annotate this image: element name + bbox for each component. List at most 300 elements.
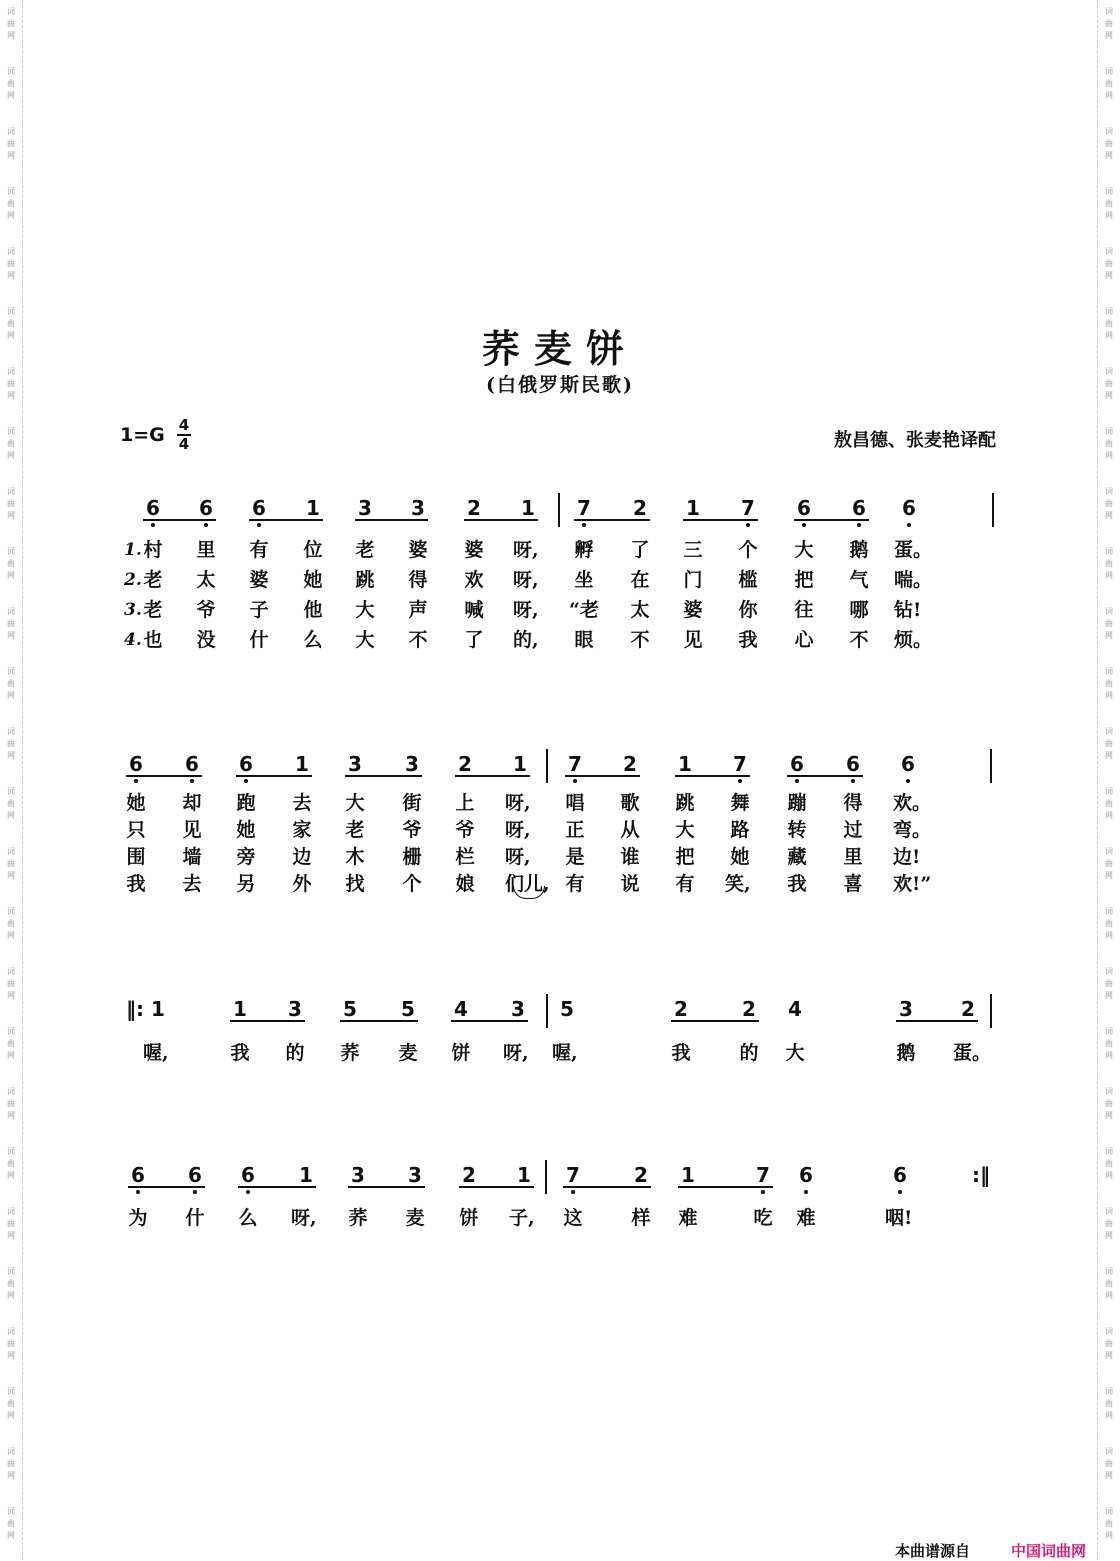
watermark-text xyxy=(1098,780,1120,840)
watermark-char: 网 xyxy=(1105,391,1113,400)
watermark-char: 网 xyxy=(1105,331,1113,340)
watermark-char: 曲 xyxy=(7,1039,15,1048)
watermark-char: 词 xyxy=(1105,1447,1113,1456)
underline-beam xyxy=(143,519,216,521)
watermark-text xyxy=(1098,540,1120,600)
watermark-text xyxy=(1098,1320,1120,1380)
watermark-char: 曲 xyxy=(1105,919,1113,928)
lyric-syllable: 木 xyxy=(345,846,365,868)
lyric-syllable: 我 xyxy=(738,629,758,651)
note: 6 xyxy=(131,1163,145,1187)
bar-line xyxy=(990,749,992,783)
lyric-syllable: 什 xyxy=(249,629,269,651)
watermark-char: 词 xyxy=(7,67,15,76)
underline-beam xyxy=(348,1186,425,1188)
note: 7 xyxy=(733,752,747,776)
lyric-syllable: 的, xyxy=(513,629,539,651)
watermark-char: 网 xyxy=(1105,1111,1113,1120)
watermark-text xyxy=(0,120,22,180)
note: 3 xyxy=(288,997,302,1021)
watermark-char: 网 xyxy=(1105,1351,1113,1360)
lyric-syllable: 的 xyxy=(285,1042,305,1064)
note: 6 xyxy=(852,496,866,520)
lyric-syllable: 墙 xyxy=(182,846,202,868)
note: 6 xyxy=(797,496,811,520)
watermark-char: 词 xyxy=(7,307,15,316)
lyric-syllable: 舞 xyxy=(730,792,750,814)
key-signature: 1=G xyxy=(120,424,165,446)
watermark-char: 曲 xyxy=(7,1159,15,1168)
lyric-syllable: 村 xyxy=(143,539,163,561)
watermark-text xyxy=(0,60,22,120)
watermark-char: 曲 xyxy=(1105,739,1113,748)
watermark-char: 网 xyxy=(7,1411,15,1420)
note: 3 xyxy=(411,496,425,520)
watermark-char: 曲 xyxy=(1105,859,1113,868)
watermark-char: 曲 xyxy=(7,199,15,208)
lyric-syllable: 欢 xyxy=(464,569,484,591)
watermark-char: 曲 xyxy=(1105,1039,1113,1048)
octave-dot xyxy=(246,1190,250,1194)
watermark-char: 曲 xyxy=(1105,979,1113,988)
underline-beam xyxy=(563,1186,651,1188)
watermark-char: 曲 xyxy=(1105,619,1113,628)
watermark-char: 词 xyxy=(1105,1507,1113,1516)
lyric-syllable: 荞 xyxy=(340,1042,360,1064)
watermark-char: 曲 xyxy=(1105,1159,1113,1168)
lyric-syllable: 太 xyxy=(630,599,650,621)
lyric-syllable: 么 xyxy=(303,629,323,651)
watermark-char: 网 xyxy=(7,751,15,760)
left-watermark-strip xyxy=(0,0,23,1560)
watermark-char: 网 xyxy=(7,31,15,40)
note: 3 xyxy=(899,997,913,1021)
lyric-syllable: 正 xyxy=(565,819,585,841)
lyric-syllable: 声 xyxy=(408,599,428,621)
underline-beam xyxy=(345,775,422,777)
underline-beam xyxy=(236,775,312,777)
lyric-syllable: 太 xyxy=(196,569,216,591)
watermark-char: 词 xyxy=(1105,727,1113,736)
lyric-syllable: 婆 xyxy=(464,539,484,561)
note: 7 xyxy=(568,752,582,776)
verse-number: 1. xyxy=(124,540,142,560)
watermark-char: 词 xyxy=(7,547,15,556)
watermark-char: 曲 xyxy=(1105,679,1113,688)
note: 7 xyxy=(741,496,755,520)
lyric-syllable: 欢。 xyxy=(893,792,932,814)
bar-line xyxy=(545,1160,547,1194)
note: 7 xyxy=(577,496,591,520)
octave-dot xyxy=(898,1190,902,1194)
footer-site-link[interactable]: 中国词曲网 xyxy=(1010,1542,1086,1560)
octave-dot xyxy=(190,779,194,783)
watermark-char: 网 xyxy=(1105,1471,1113,1480)
lyric-syllable: 不 xyxy=(849,629,869,651)
note: 5 xyxy=(560,997,574,1021)
lyric-syllable: 她 xyxy=(236,819,256,841)
repeat-start-sign: ‖: xyxy=(126,997,144,1021)
watermark-text xyxy=(0,1080,22,1140)
note: 6 xyxy=(241,1163,255,1187)
lyric-syllable: 喔, xyxy=(552,1042,578,1064)
watermark-char: 网 xyxy=(1105,631,1113,640)
watermark-char: 网 xyxy=(7,1471,15,1480)
lyric-syllable: 我 xyxy=(230,1042,250,1064)
lyric-syllable: 见 xyxy=(683,629,703,651)
verse-number: 2. xyxy=(124,570,142,590)
watermark-char: 网 xyxy=(1105,751,1113,760)
note: 6 xyxy=(199,496,213,520)
note: 2 xyxy=(467,496,481,520)
note: 1 xyxy=(306,496,320,520)
watermark-char: 曲 xyxy=(7,859,15,868)
lyric-syllable: 孵 xyxy=(574,539,594,561)
lyric-syllable: 这 xyxy=(563,1207,583,1229)
lyric-syllable: 转 xyxy=(787,819,807,841)
watermark-char: 网 xyxy=(1105,31,1113,40)
lyric-syllable: 只 xyxy=(126,819,146,841)
note: 4 xyxy=(454,997,468,1021)
note: 2 xyxy=(742,997,756,1021)
watermark-char: 词 xyxy=(7,967,15,976)
watermark-char: 网 xyxy=(7,1291,15,1300)
lyric-syllable: 娘 xyxy=(455,873,475,895)
watermark-char: 曲 xyxy=(7,1279,15,1288)
watermark-text xyxy=(1098,1020,1120,1080)
note: 1 xyxy=(299,1163,313,1187)
octave-dot xyxy=(257,523,261,527)
watermark-char: 网 xyxy=(7,871,15,880)
lyric-syllable: 鹅 xyxy=(896,1042,916,1064)
watermark-char: 网 xyxy=(1105,1411,1113,1420)
lyric-syllable: 是 xyxy=(565,846,585,868)
watermark-char: 词 xyxy=(7,1087,15,1096)
lyric-syllable: 婆 xyxy=(408,539,428,561)
watermark-text xyxy=(0,180,22,240)
lyric-syllable: 烦。 xyxy=(894,629,933,651)
watermark-text xyxy=(0,960,22,1020)
lyric-syllable: 家 xyxy=(292,819,312,841)
watermark-char: 网 xyxy=(1105,1231,1113,1240)
watermark-char: 网 xyxy=(7,811,15,820)
watermark-char: 网 xyxy=(7,1531,15,1540)
watermark-char: 曲 xyxy=(1105,799,1113,808)
watermark-text xyxy=(0,840,22,900)
octave-dot xyxy=(802,523,806,527)
song-subtitle: (白俄罗斯民歌) xyxy=(486,374,634,396)
lyric-syllable: 弯。 xyxy=(893,819,932,841)
octave-dot xyxy=(573,779,577,783)
watermark-char: 网 xyxy=(7,1051,15,1060)
underline-beam xyxy=(671,1020,759,1022)
note: 6 xyxy=(790,752,804,776)
lyric-syllable: 里 xyxy=(196,539,216,561)
translator-credit: 敖昌德、张麦艳译配 xyxy=(834,430,996,451)
underline-beam xyxy=(787,775,863,777)
watermark-char: 词 xyxy=(7,127,15,136)
watermark-char: 网 xyxy=(1105,1171,1113,1180)
watermark-text xyxy=(0,0,22,60)
watermark-char: 曲 xyxy=(7,319,15,328)
lyric-syllable: 大 xyxy=(345,792,365,814)
note: 6 xyxy=(185,752,199,776)
watermark-char: 词 xyxy=(1105,1147,1113,1156)
bar-line xyxy=(992,493,994,527)
lyric-syllable: 从 xyxy=(620,819,640,841)
note: 1 xyxy=(151,997,165,1021)
underline-beam xyxy=(126,775,202,777)
lyric-syllable: 呀, xyxy=(513,569,539,591)
octave-dot xyxy=(582,523,586,527)
lyric-syllable: 子 xyxy=(249,599,269,621)
lyric-syllable: 得 xyxy=(843,792,863,814)
watermark-char: 曲 xyxy=(7,979,15,988)
octave-dot xyxy=(906,779,910,783)
watermark-text xyxy=(0,720,22,780)
lyric-syllable: 眼 xyxy=(574,629,594,651)
lyric-syllable: 吃 xyxy=(753,1207,773,1229)
lyric-syllable: 不 xyxy=(408,629,428,651)
watermark-char: 曲 xyxy=(7,739,15,748)
watermark-text xyxy=(0,420,22,480)
watermark-char: 曲 xyxy=(7,19,15,28)
watermark-char: 曲 xyxy=(7,1519,15,1528)
lyric-syllable: 呀, xyxy=(505,819,531,841)
watermark-char: 词 xyxy=(7,7,15,16)
watermark-char: 曲 xyxy=(7,1099,15,1108)
lyric-syllable: 老 xyxy=(143,599,163,621)
lyric-syllable: 街 xyxy=(402,792,422,814)
lyric-syllable: 见 xyxy=(182,819,202,841)
octave-dot xyxy=(136,1190,140,1194)
watermark-text xyxy=(1098,660,1120,720)
lyric-syllable: 过 xyxy=(843,819,863,841)
watermark-char: 词 xyxy=(1105,247,1113,256)
watermark-char: 词 xyxy=(7,187,15,196)
repeat-end-sign: :‖ xyxy=(972,1163,990,1187)
watermark-char: 词 xyxy=(7,1327,15,1336)
watermark-char: 曲 xyxy=(7,439,15,448)
lyric-syllable: 呀, xyxy=(503,1042,529,1064)
lyric-syllable: 栅 xyxy=(402,846,422,868)
octave-dot xyxy=(851,779,855,783)
note: 2 xyxy=(633,496,647,520)
underline-beam xyxy=(455,775,530,777)
watermark-char: 词 xyxy=(1105,487,1113,496)
watermark-char: 曲 xyxy=(7,799,15,808)
watermark-char: 网 xyxy=(1105,931,1113,940)
lyric-syllable: 呀, xyxy=(505,792,531,814)
underline-beam xyxy=(238,1186,316,1188)
watermark-text xyxy=(0,480,22,540)
lyric-syllable: 呀, xyxy=(513,539,539,561)
watermark-char: 曲 xyxy=(1105,139,1113,148)
watermark-char: 曲 xyxy=(7,1219,15,1228)
watermark-char: 网 xyxy=(1105,151,1113,160)
watermark-char: 网 xyxy=(1105,271,1113,280)
watermark-char: 词 xyxy=(7,427,15,436)
watermark-char: 词 xyxy=(1105,1027,1113,1036)
watermark-char: 网 xyxy=(1105,811,1113,820)
watermark-char: 曲 xyxy=(7,679,15,688)
watermark-char: 词 xyxy=(7,1147,15,1156)
watermark-char: 词 xyxy=(7,847,15,856)
watermark-text xyxy=(0,1020,22,1080)
watermark-char: 曲 xyxy=(1105,499,1113,508)
watermark-char: 词 xyxy=(7,1507,15,1516)
lyric-syllable: 在 xyxy=(630,569,650,591)
watermark-text xyxy=(1098,180,1120,240)
note: 6 xyxy=(129,752,143,776)
lyric-syllable: 婆 xyxy=(683,599,703,621)
watermark-char: 网 xyxy=(1105,211,1113,220)
lyric-syllable: 他 xyxy=(303,599,323,621)
watermark-text xyxy=(1098,240,1120,300)
watermark-char: 词 xyxy=(1105,1207,1113,1216)
watermark-char: 网 xyxy=(7,211,15,220)
lyric-syllable: 咽! xyxy=(885,1207,913,1229)
lyric-syllable: 的 xyxy=(739,1042,759,1064)
watermark-char: 曲 xyxy=(1105,79,1113,88)
watermark-char: 网 xyxy=(7,451,15,460)
note: 3 xyxy=(408,1163,422,1187)
watermark-char: 网 xyxy=(7,571,15,580)
watermark-char: 词 xyxy=(1105,427,1113,436)
watermark-char: 曲 xyxy=(7,559,15,568)
lyric-syllable: 了 xyxy=(464,629,484,651)
note: 3 xyxy=(348,752,362,776)
watermark-text xyxy=(0,1440,22,1500)
watermark-char: 词 xyxy=(1105,607,1113,616)
note: 6 xyxy=(799,1163,813,1187)
lyric-syllable: 样 xyxy=(631,1207,651,1229)
watermark-char: 网 xyxy=(7,1351,15,1360)
lyric-syllable: 藏 xyxy=(787,846,807,868)
lyric-syllable: 爷 xyxy=(196,599,216,621)
watermark-char: 词 xyxy=(7,787,15,796)
lyric-syllable: 爷 xyxy=(455,819,475,841)
watermark-char: 网 xyxy=(1105,871,1113,880)
lyric-syllable: 大 xyxy=(355,629,375,651)
lyric-syllable: 栏 xyxy=(455,846,475,868)
lyric-syllable: 你 xyxy=(738,599,758,621)
note: 6 xyxy=(239,752,253,776)
note: 2 xyxy=(458,752,472,776)
lyric-syllable: 心 xyxy=(794,629,814,651)
watermark-char: 词 xyxy=(1105,847,1113,856)
lyric-syllable: 老 xyxy=(345,819,365,841)
watermark-char: 词 xyxy=(1105,187,1113,196)
note: 1 xyxy=(513,752,527,776)
underline-beam xyxy=(459,1186,534,1188)
watermark-char: 曲 xyxy=(1105,1279,1113,1288)
octave-dot xyxy=(151,523,155,527)
lyric-syllable: 什 xyxy=(185,1207,205,1229)
lyric-syllable: 谁 xyxy=(620,846,640,868)
lyric-syllable: 大 xyxy=(785,1042,805,1064)
watermark-char: 词 xyxy=(7,727,15,736)
lyric-syllable: 没 xyxy=(196,629,216,651)
lyric-syllable: 不 xyxy=(630,629,650,651)
lyric-syllable: 气 xyxy=(849,569,869,591)
watermark-char: 词 xyxy=(1105,67,1113,76)
watermark-char: 曲 xyxy=(7,259,15,268)
note: 6 xyxy=(146,496,160,520)
lyric-syllable: 往 xyxy=(794,599,814,621)
watermark-char: 曲 xyxy=(1105,559,1113,568)
lyric-syllable: 我 xyxy=(787,873,807,895)
octave-dot xyxy=(204,523,208,527)
time-sig-top: 4 xyxy=(178,416,190,434)
note: 1 xyxy=(233,997,247,1021)
watermark-char: 词 xyxy=(7,367,15,376)
lyric-syllable: 喔, xyxy=(143,1042,169,1064)
lyric-syllable: 大 xyxy=(355,599,375,621)
watermark-text xyxy=(0,600,22,660)
watermark-char: 词 xyxy=(7,907,15,916)
watermark-char: 曲 xyxy=(1105,1399,1113,1408)
lyric-syllable: 喘。 xyxy=(894,569,933,591)
lyric-syllable: 三 xyxy=(683,539,703,561)
underline-beam xyxy=(565,775,640,777)
underline-beam xyxy=(355,519,428,521)
octave-dot xyxy=(738,779,742,783)
watermark-char: 词 xyxy=(1105,907,1113,916)
lyric-syllable: 路 xyxy=(730,819,750,841)
octave-dot xyxy=(244,779,248,783)
lyric-syllable: 麦 xyxy=(398,1042,418,1064)
octave-dot xyxy=(571,1190,575,1194)
lyric-syllable: 鹅 xyxy=(849,539,869,561)
underline-beam xyxy=(896,1020,978,1022)
lyric-syllable: 却 xyxy=(182,792,202,814)
lyric-syllable: 外 xyxy=(292,873,312,895)
lyric-syllable: 饼 xyxy=(459,1207,479,1229)
note: 1 xyxy=(681,1163,695,1187)
watermark-text xyxy=(1098,1440,1120,1500)
lyric-syllable: 有 xyxy=(675,873,695,895)
octave-dot xyxy=(134,779,138,783)
watermark-char: 曲 xyxy=(1105,1219,1113,1228)
time-sig-bottom: 4 xyxy=(178,435,190,453)
lyric-syllable: 另 xyxy=(236,873,256,895)
watermark-char: 曲 xyxy=(7,1399,15,1408)
note: 2 xyxy=(462,1163,476,1187)
lyric-syllable: 边 xyxy=(292,846,312,868)
watermark-char: 词 xyxy=(7,247,15,256)
note: 3 xyxy=(358,496,372,520)
underline-beam xyxy=(340,1020,418,1022)
watermark-char: 词 xyxy=(7,1387,15,1396)
watermark-text xyxy=(1098,1500,1120,1560)
underline-beam xyxy=(464,519,538,521)
watermark-text xyxy=(1098,1080,1120,1140)
note: 1 xyxy=(686,496,700,520)
lyric-syllable: 大 xyxy=(675,819,695,841)
watermark-char: 网 xyxy=(7,91,15,100)
note: 3 xyxy=(511,997,525,1021)
watermark-char: 网 xyxy=(7,631,15,640)
verse-number: 4. xyxy=(124,630,142,650)
watermark-char: 词 xyxy=(1105,1327,1113,1336)
note: 4 xyxy=(788,997,802,1021)
lyric-syllable: 旁 xyxy=(236,846,256,868)
watermark-char: 词 xyxy=(1105,547,1113,556)
watermark-char: 网 xyxy=(7,691,15,700)
underline-beam xyxy=(683,519,758,521)
watermark-char: 词 xyxy=(7,1267,15,1276)
